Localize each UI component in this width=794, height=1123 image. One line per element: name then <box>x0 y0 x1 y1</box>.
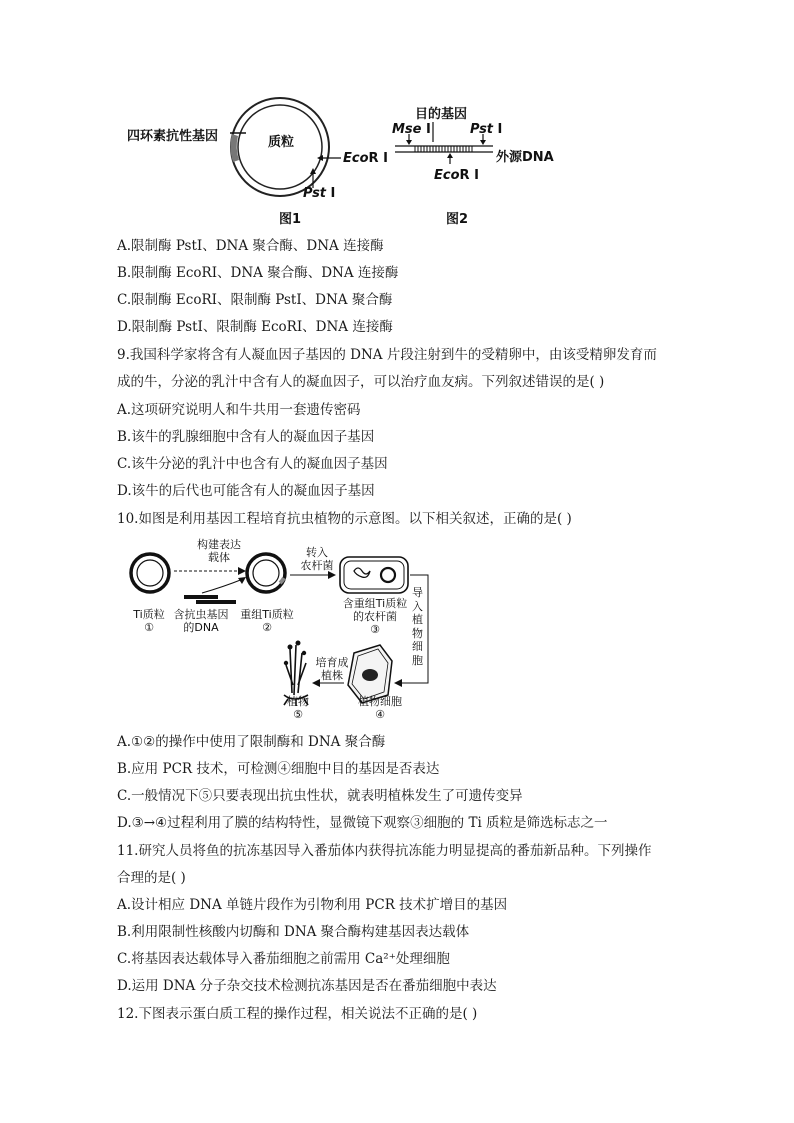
q9-option-d: D.该牛的后代也可能含有人的凝血因子基因 <box>117 483 375 499</box>
q9-option-a: A.这项研究说明人和牛共用一套遗传密码 <box>117 402 361 418</box>
recombinant-ti-caption: 重组Ti质粒 ② <box>240 608 294 634</box>
q11-option-d: D.运用 DNA 分子杂交技术检测抗冻基因是否在番茄细胞中表达 <box>117 978 497 994</box>
q9-option-b: B.该牛的乳腺细胞中含有人的凝血因子基因 <box>117 429 375 445</box>
q11-stem-line1: 11.研究人员将鱼的抗冻基因导入番茄体内获得抗冻能力明显提高的番茄新品种。下列操作 <box>117 843 652 859</box>
msei-label: Mse Ⅰ <box>392 122 431 137</box>
q10-option-c: C.一般情况下⑤只要表现出抗虫性状，就表明植株发生了可遗传变异 <box>117 788 523 804</box>
target-gene-hatching <box>415 146 472 152</box>
q10-option-b: B.应用 PCR 技术，可检测④细胞中目的基因是否表达 <box>117 761 440 777</box>
antibiotic-pointer-line <box>230 130 250 136</box>
agrobacterium-caption: 含重组Ti质粒 的农杆菌 ③ <box>342 597 408 636</box>
plant-caption: 植物 ⑤ <box>287 695 309 721</box>
ti-plasmid-caption: Ti质粒 ① <box>133 608 165 634</box>
q9-stem-line1: 9.我国科学家将含有人凝血因子基因的 DNA 片段注射到牛的受精卵中，由该受精卵发育而 <box>117 347 657 363</box>
transfer-label: 转入 农杆菌 <box>300 546 334 572</box>
insect-dna-icon <box>184 595 218 599</box>
ecori-arrow2-icon <box>447 153 453 158</box>
fig2-psti-label: Pst Ⅰ <box>470 122 503 137</box>
fig1-psti-label: Pst Ⅰ <box>303 186 336 201</box>
q11-option-c: C.将基因表达载体导入番茄细胞之前需用 Ca²⁺处理细胞 <box>117 951 450 967</box>
insect-dna-caption: 含抗虫基因 的DNA <box>173 608 229 634</box>
q8-option-c: C.限制酶 EcoRⅠ、限制酶 PstⅠ、DNA 聚合酶 <box>117 292 393 308</box>
q8-option-d: D.限制酶 PstⅠ、限制酶 EcoRⅠ、DNA 连接酶 <box>117 319 393 335</box>
q11-stem-line2: 合理的是( ) <box>117 870 186 886</box>
agrobacterium-icon <box>340 557 408 593</box>
plant-cell-caption: 植物细胞 ④ <box>358 695 402 721</box>
q12-stem: 12.下图表示蛋白质工程的操作过程，相关说法不正确的是( ) <box>117 1006 478 1022</box>
q10-option-a: A.①②的操作中使用了限制酶和 DNA 聚合酶 <box>117 734 386 750</box>
psti-arrow2-icon <box>480 140 486 145</box>
q9-stem-line2: 成的牛，分泌的乳汁中含有人的凝血因子，可以治疗血友病。下列叙述错误的是( ) <box>117 374 605 390</box>
q11-option-b: B.利用限制性核酸内切酶和 DNA 聚合酶构建基因表达载体 <box>117 924 470 940</box>
q11-option-a: A.设计相应 DNA 单链片段作为引物利用 PCR 技术扩增目的基因 <box>117 897 508 913</box>
q9-option-c: C.该牛分泌的乳汁中也含有人的凝血因子基因 <box>117 456 388 472</box>
msei-arrow-icon <box>406 140 412 145</box>
q10-option-d: D.③→④过程利用了膜的结构特性，显微镜下观察③细胞的 Ti 质粒是筛选标志之一 <box>117 815 608 831</box>
q10-stem: 10.如图是利用基因工程培育抗虫植物的示意图。以下相关叙述，正确的是( ) <box>117 511 572 527</box>
fig1-ecori-label: EcoR Ⅰ <box>343 151 388 166</box>
target-gene-label: 目的基因 <box>415 107 468 122</box>
plasmid-label: 质粒 <box>268 135 295 150</box>
culture-label: 培育成 植株 <box>315 656 349 682</box>
fig2-ecori-label: EcoR Ⅰ <box>434 168 479 183</box>
fig2-caption: 图2 <box>446 212 469 227</box>
q8-option-a: A.限制酶 PstⅠ、DNA 聚合酶、DNA 连接酶 <box>117 238 384 254</box>
foreign-dna-label: 外源DNA <box>496 150 554 165</box>
build-vector-label: 构建表达 载体 <box>197 538 241 564</box>
import-plant-label: 导入植物细胞 <box>412 586 423 667</box>
ecori-arrow-icon <box>315 150 343 166</box>
q8-option-b: B.限制酶 EcoRⅠ、DNA 聚合酶、DNA 连接酶 <box>117 265 399 281</box>
antibiotic-gene-label: 四环素抗性基因 <box>127 129 219 144</box>
fig1-caption: 图1 <box>279 212 302 227</box>
